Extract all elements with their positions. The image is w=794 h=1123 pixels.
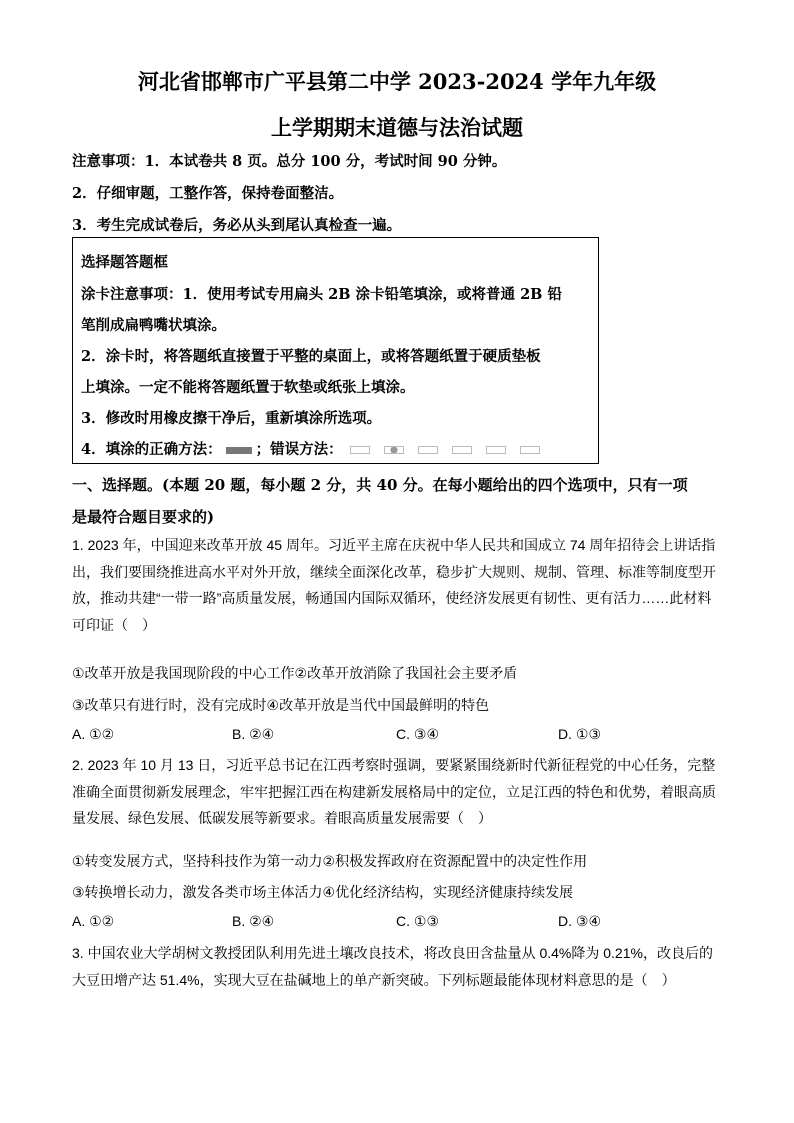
notice-line2: 2．仔细审题，工整作答，保持卷面整洁。: [72, 185, 344, 202]
question-1-option-b[interactable]: B. ②④: [232, 726, 275, 742]
question-2-option-b[interactable]: B. ②④: [232, 913, 275, 929]
correct-fill-sample-icon: [226, 447, 252, 454]
answer-box-line6: [81, 438, 547, 459]
question-2-item-1: ①转变发展方式，坚持科技作为第一动力②积极发挥政府在资源配置中的决定性作用: [72, 853, 588, 869]
question-1-stem: 1. 2023 年，中国迎来改革开放 45 周年。习近平主席在庆祝中华人民共和国成立 74 周年招待会上讲话指出，我们要围绕推进高水平对外开放，继续全面深化改革，稳步扩大规则、规制、管理、标准等制度型开放，推动共建“一带一路”高质量发展，畅通国内国际双循环，使经济发展更有韧性、更有活力……此材料可印证（ ）: [72, 537, 716, 633]
wrong-fill-sample-icon: [418, 446, 438, 454]
correct-method-label: 4．填涂的正确方法：: [81, 441, 222, 458]
notice-line1: 注意事项：1．本试卷共 8 页。总分 100 分，考试时间 90 分钟。: [72, 153, 507, 170]
page-title-line2: 上学期期末道德与法治试题: [271, 115, 523, 140]
question-2-item-2: ③转换增长动力，激发各类市场主体活力④优化经济结构，实现经济健康持续发展: [72, 884, 574, 900]
answer-box-line1: 涂卡注意事项：1．使用考试专用扁头 2B 涂卡铅笔填涂，或将普通 2B 铅: [81, 286, 562, 303]
wrong-method-label: ；错误方法：: [255, 441, 343, 458]
page-title-line1: 河北省邯郸市广平县第二中学 2023-2024 学年九年级: [137, 69, 657, 94]
question-1-option-c[interactable]: C. ③④: [396, 726, 439, 742]
question-2-option-d[interactable]: D. ③④: [558, 913, 601, 929]
question-2-option-a[interactable]: A. ①②: [72, 913, 115, 929]
notice-line3: 3．考生完成试卷后，务必从头到尾认真检查一遍。: [72, 217, 402, 234]
answer-box-line2: 笔削成扁鸭嘴状填涂。: [81, 317, 226, 334]
answer-box-line4: 上填涂。一定不能将答题纸置于软垫或纸张上填涂。: [81, 379, 415, 396]
question-1-item-2: ③改革只有进行时，没有完成时④改革开放是当代中国最鲜明的特色: [72, 697, 490, 713]
question-1-item-1: ①改革开放是我国现阶段的中心工作②改革开放消除了我国社会主要矛盾: [72, 665, 518, 681]
answer-instructions-box: [72, 237, 599, 464]
question-2-stem: 2. 2023 年 10 月 13 日，习近平总书记在江西考察时强调，要紧紧围绕新时代新征程党的中心任务，完整准确全面贯彻新发展理念，牢牢把握江西在构建新发展格局中的定位，立足江西的特色和优势，着眼高质量发展、绿色发展、低碳发展等新要求。着眼高质量发展需要（ ）: [72, 757, 716, 826]
question-3-stem: 3. 中国农业大学胡树文教授团队利用先进土壤改良技术，将改良田含盐量从 0.4%降为 0.21%，改良后的大豆田增产达 51.4%，实现大豆在盐碱地上的单产新突破。下列标题最能体现材料意思的是（ ）: [72, 945, 713, 988]
wrong-fill-sample-icon: [486, 446, 506, 454]
question-1-option-a[interactable]: A. ①②: [72, 726, 115, 742]
wrong-fill-sample-icon: [452, 446, 472, 454]
question-2-option-c[interactable]: C. ①③: [396, 913, 439, 929]
answer-box-line3: 2．涂卡时，将答题纸直接置于平整的桌面上，或将答题纸置于硬质垫板: [81, 348, 541, 365]
question-1-option-d[interactable]: D. ①③: [558, 726, 601, 742]
wrong-fill-sample-icon: [350, 446, 370, 454]
answer-box-line5: 3．修改时用橡皮擦干净后，重新填涂所选项。: [81, 410, 382, 427]
wrong-fill-sample-icon: [520, 446, 540, 454]
wrong-fill-sample-icon: [384, 446, 404, 454]
answer-box-heading: 选择题答题框: [81, 254, 168, 271]
section-heading-line2: 是最符合题目要求的): [72, 508, 215, 526]
section-heading-line1: 一、选择题。(本题 20 题，每小题 2 分，共 40 分。在每小题给出的四个选项中，只有一项: [72, 476, 688, 494]
